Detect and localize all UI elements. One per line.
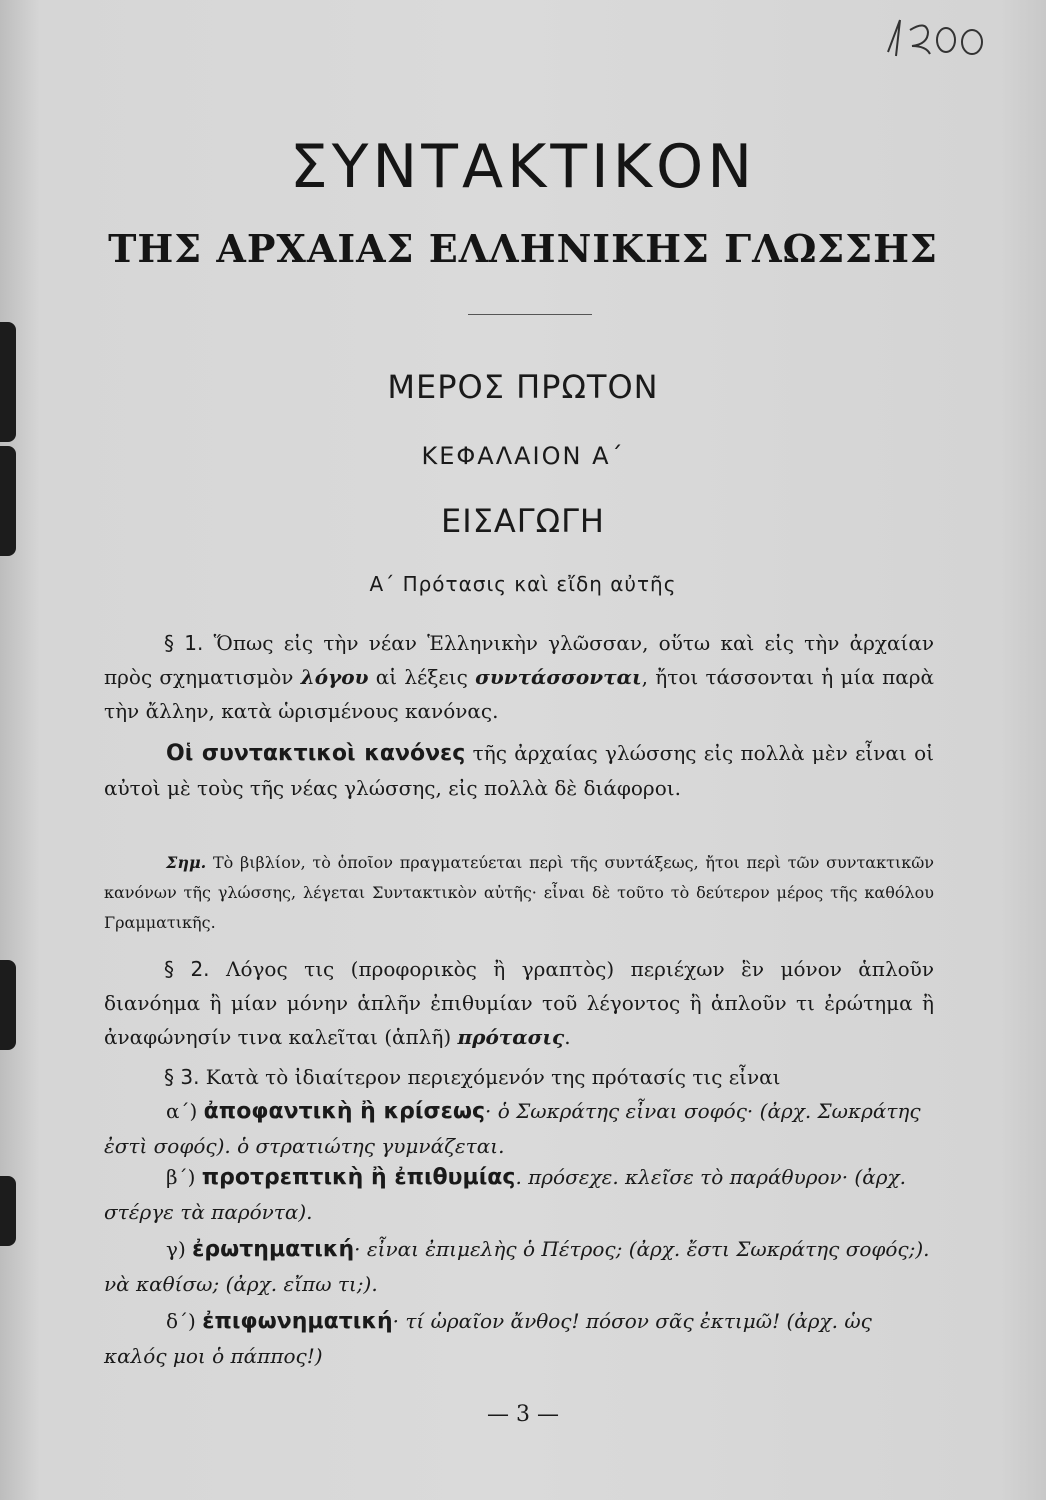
paragraph-4 xyxy=(104,1060,934,1094)
item-example: · εἶναι ἐπιμελὴς ὁ Πέτρος; (ἀρχ. ἔστι Σωκράτης σοφός;). νὰ καθίσω; (ἀρχ. εἴπω τι;). xyxy=(104,1237,930,1296)
note-label: Σημ. xyxy=(166,853,207,872)
book-subtitle: ΤΗΣ ΑΡΧΑΙΑΣ ΕΛΛΗΝΙΚΗΣ ΓΛΩΣΣΗΣ xyxy=(108,226,938,271)
item-name: ἐρωτηματική xyxy=(192,1237,355,1262)
item-label: β΄) xyxy=(166,1165,196,1189)
paragraph-1 xyxy=(104,626,934,728)
paragraph-text: , ἤτοι τάσσονται ἡ μία παρὰ τὴν ἄλλην, κατὰ ὡρισμένους κανόνας. xyxy=(104,665,934,723)
emphasized-term: πρότασις xyxy=(457,1025,565,1049)
note-text: Τὸ βιβλίον, τὸ ὁποῖον πραγματεύεται περὶ τῆς συντάξεως, ἤτοι περὶ τῶν συντακτικῶν κανόνων τῆς γλώσσης, λέγεται Συντακτικὸν αὐτῆς· εἶναι δὲ τοῦτο τὸ δεύτερον μέρος τῆς καθόλου Γραμματικῆς. xyxy=(104,853,934,932)
footnote xyxy=(104,848,934,938)
emphasized-term: λόγου xyxy=(300,665,369,689)
emphasized-lead: Οἱ συντακτικοὶ κανόνες xyxy=(166,741,466,766)
handwritten-annotation xyxy=(882,12,992,62)
list-item xyxy=(104,1232,934,1301)
punctuation: . xyxy=(564,1025,571,1049)
title-divider xyxy=(468,314,592,315)
item-label: α΄) xyxy=(166,1099,198,1123)
list-item xyxy=(104,1094,934,1163)
binding-hole-mark xyxy=(0,960,16,1050)
binding-hole-mark xyxy=(0,1176,16,1246)
item-example: · ὁ Σωκράτης εἶναι σοφός· (ἀρχ. Σωκράτης ἐστὶ σοφός). ὁ στρατιώτης γυμνάζεται. xyxy=(104,1099,921,1158)
item-example: . πρόσεχε. κλεῖσε τὸ παράθυρον· (ἀρχ. στέργε τὰ παρόντα). xyxy=(104,1165,906,1224)
list-item xyxy=(104,1160,934,1229)
emphasized-term: συντάσσονται xyxy=(475,665,642,689)
section-mark: § 3. xyxy=(164,1065,200,1089)
section-mark: § 1. xyxy=(164,631,204,655)
paragraph-3 xyxy=(104,952,934,1054)
page-number: — 3 — xyxy=(487,1402,559,1427)
book-title: ΣΥΝΤΑΚΤΙΚΟΝ xyxy=(289,132,757,202)
chapter-heading: ΚΕΦΑΛΑΙΟΝ Α΄ xyxy=(421,442,625,470)
part-heading: ΜΕΡΟΣ ΠΡΩΤΟΝ xyxy=(387,368,659,406)
item-name: ἐπιφωνηματική xyxy=(202,1309,393,1334)
paragraph-text: τῆς ἀρχαίας γλώσσης εἰς πολλὰ μὲν εἶναι οἱ αὐτοὶ μὲ τοὺς τῆς νέας γλώσσης, εἰς πολλὰ δὲ διάφοροι. xyxy=(104,741,934,800)
introduction-heading: ΕΙΣΑΓΩΓΗ xyxy=(441,502,605,540)
item-label: γ) xyxy=(166,1237,186,1261)
item-example: · τί ὡραῖον ἄνθος! πόσον σᾶς ἐκτιμῶ! (ἀρχ. ὡς καλός μοι ὁ πάππος!) xyxy=(104,1309,872,1368)
paragraph-text: Ὅπως εἰς τὴν νέαν Ἑλληνικὴν γλῶσσαν, οὕτω καὶ εἰς τὴν ἀρχαίαν πρὸς σχηματισμὸν xyxy=(104,631,934,689)
paragraph-text: αἱ λέξεις xyxy=(368,665,476,689)
paragraph-text: Κατὰ τὸ ἰδιαίτερον περιεχόμενόν της πρότασίς τις εἶναι xyxy=(199,1065,781,1089)
item-label: δ΄) xyxy=(166,1309,196,1333)
list-item xyxy=(104,1304,934,1373)
section-mark: § 2. xyxy=(164,957,210,981)
item-name: προτρεπτικὴ ἢ ἐπιθυμίας xyxy=(201,1165,516,1190)
item-name: ἀποφαντικὴ ἢ κρίσεως xyxy=(203,1099,485,1124)
paragraph-text: Λόγος τις (προφορικὸς ἢ γραπτὸς) περιέχων ἓν μόνον ἁπλοῦν διανόημα ἢ μίαν μόνην ἁπλῆν ἐπιθυμίαν τοῦ λέγοντος ἢ ἁπλοῦν τι ἐρώτημα ἢ ἀναφώνησίν τινα καλεῖται (ἁπλῆ) xyxy=(104,957,934,1049)
section-heading: Α΄ Πρότασις καὶ εἴδη αὐτῆς xyxy=(369,572,677,596)
paragraph-2 xyxy=(104,736,934,805)
